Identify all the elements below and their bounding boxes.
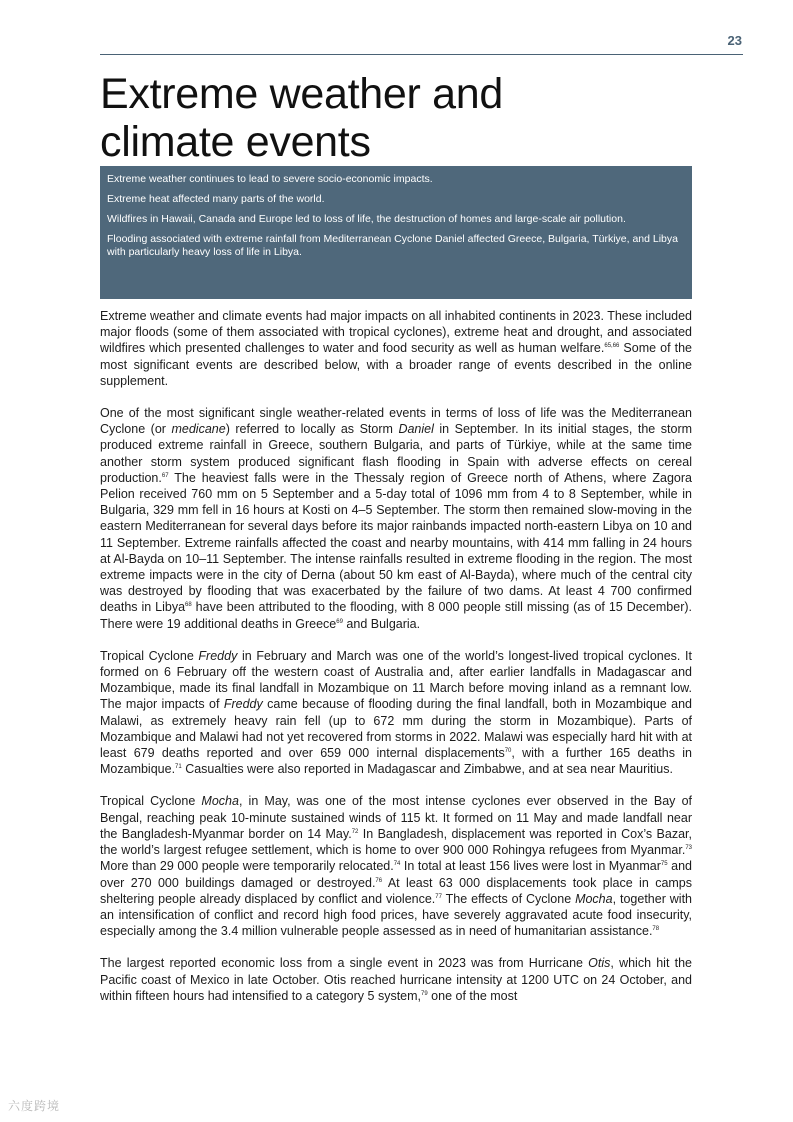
key-messages-box (100, 166, 692, 299)
paragraph-storm-daniel: One of the most significant single weather-related events in terms of loss of life was the Mediterranean Cyclone (or medicane) referred to locally as Storm Daniel in September. In its initial stages, the storm produced extreme rainfall in Greece, southern Bulgaria, and parts of Türkiye, while at the same time another storm system produced significant flash flooding in Spain with adverse effects on cereal production.$^{67}$ The heaviest falls were in the Thessaly region of Greece north of Athens, where Zagora Pelion received 760 mm on 5 September and a 5-day total of 1096 mm from 4 to 8 September, while in Bulgaria, 329 mm fell in 16 hours at Kosti on 4–5 September. The storm then remained slow-moving in the eastern Mediterranean for several days before its major rainbands impacted north-eastern Libya on 10 and 11 September. Extreme rainfalls affected the coast and nearby mountains, with 414 mm falling in 24 hours at Al-Bayda on 10–11 September. The intense rainfalls resulted in extreme flooding in the region. The most extreme impacts were in the city of Derna (about 50 km east of Al-Bayda), where much of the central city was destroyed by flooding that was exacerbated by the failure of two dams. At least 4 700 confirmed deaths in Libya$^{68}$ have been attributed to the flooding, with 8 000 people still missing (as of 15 December). There were 19 additional deaths in Greece$^{69}$ and Bulgaria. (100, 406, 693, 631)
footnote-ref[interactable]: 70 (504, 748, 512, 755)
footnote-ref[interactable]: 75 (660, 861, 668, 868)
key-message: Wildfires in Hawaii, Canada and Europe led to loss of life, the destruction of homes and large-scale air pollution. (107, 213, 626, 225)
paragraph-overview: Extreme weather and climate events had major impacts on all inhabited continents in 2023. These included major floods (some of them associated with tropical cyclones), extreme heat and drought, and associated wildfires which presented challenges to water and food security as well as human welfare.$^{65,66}$ Some of the most significant events are described below, with a broader range of events described in the online supplement. (100, 309, 692, 388)
header-rule (100, 54, 743, 55)
footnote-ref[interactable]: 68 (185, 602, 192, 609)
page-number: 23 (727, 33, 742, 48)
footnote-ref[interactable]: 79 (421, 990, 428, 997)
footnote-ref[interactable]: 72 (351, 828, 359, 835)
title-line-1: Extreme weather and (100, 70, 504, 118)
footnote-ref[interactable]: 71 (175, 764, 182, 771)
paragraph-hurricane-otis: The largest reported economic loss from a single event in 2023 was from Hurricane Otis, which hit the Pacific coast of Mexico in late October. Otis reached hurricane intensity at 1200 UTC on 24 October, and within fifteen hours had intensified to a category 5 system,$^{79}$ one of the most (100, 956, 692, 1003)
footnote-ref[interactable]: 77 (435, 893, 442, 900)
footnote-ref[interactable]: 69 (336, 618, 343, 625)
footnote-ref[interactable]: 78 (652, 926, 660, 933)
paragraph-cyclone-freddy: Tropical Cyclone Freddy in February and March was one of the world’s longest-lived tropical cyclones. It formed on 6 February off the western coast of Australia and, after earlier landfalls in Madagascar and Mozambique, made its final landfall in Mozambique on 11 March before moving inland as a remnant low. The major impacts of Freddy came because of flooding during the final landfall, both in Mozambique and Malawi, as extremely heavy rain fell (up to 672 mm during the storm in Mozambique). Parts of Mozambique and Malawi had not yet recovered from storms in 2022. Malawi was especially hard hit with at least 679 deaths reported and over 659 000 internal displacements$^{70}$, with a further 165 deaths in Mozambique.$^{71}$ Casualties were also reported in Madagascar and Zimbabwe, and at sea near Mauritius. (100, 648, 692, 777)
footnote-ref[interactable]: 73 (685, 845, 692, 852)
watermark: 六度跨境 (8, 1099, 61, 1113)
key-message: Extreme weather continues to lead to severe socio-economic impacts. (107, 173, 433, 185)
body-text (100, 308, 692, 1020)
page-title (100, 70, 503, 166)
key-message: Extreme heat affected many parts of the world. (107, 193, 325, 205)
title-line-2: climate events (100, 118, 371, 166)
footnote-ref[interactable]: 67 (161, 472, 169, 479)
paragraph-cyclone-mocha: Tropical Cyclone Mocha, in May, was one of the most intense cyclones ever observed in the Bay of Bengal, reaching peak 10-minute sustained winds of 115 kt. It formed on 11 May and made landfall near the Bangladesh-Myanmar border on 14 May.$^{72}$ In Bangladesh, displacement was reported in Cox’s Bazar, the world’s largest refugee settlement, which is home to over 900 000 Rohingya refugees from Myanmar.$^{73}$ More than 29 000 people were temporarily relocated.$^{74}$ In total at least 156 lives were lost in Myanmar$^{75}$ and over 270 000 buildings damaged or destroyed.$^{76}$ At least 63 000 displacements took place in camps sheltering people already displaced by conflict and violence.$^{77}$ The effects of Cyclone Mocha, together with an intensification of conflict and record high food prices, have severely aggravated acute food insecurity, especially among the 3.4 million vulnerable people assessed as in need of humanitarian assistance.$^{78}$ (100, 794, 693, 939)
footnote-ref[interactable]: 76 (375, 877, 383, 884)
footnote-ref[interactable]: 65,66 (604, 343, 620, 350)
key-message: Flooding associated with extreme rainfall from Mediterranean Cyclone Daniel affected Greece, Bulgaria, Türkiye, and Libya with particularly heavy loss of life in Libya. (107, 233, 678, 258)
footnote-ref[interactable]: 74 (393, 861, 401, 868)
